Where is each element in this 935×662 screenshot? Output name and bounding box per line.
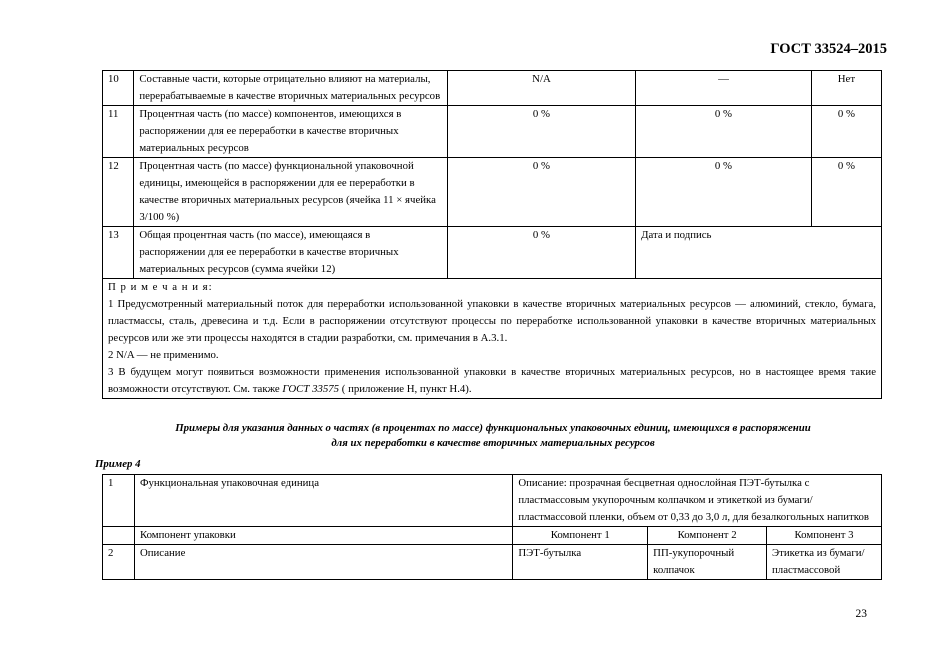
column-header: Компонент 1 bbox=[513, 527, 648, 545]
row-number: 1 bbox=[103, 475, 135, 527]
value-cell: 0 % bbox=[447, 106, 635, 158]
column-header: Компонент 3 bbox=[767, 527, 882, 545]
document-header: ГОСТ 33524–2015 bbox=[770, 41, 887, 57]
value-cell: 0 % bbox=[447, 227, 635, 279]
value-cell: — bbox=[636, 71, 812, 106]
note-3 bbox=[108, 364, 876, 398]
notes bbox=[103, 279, 882, 399]
value-cell: ПЭТ-бутылка bbox=[513, 545, 648, 580]
table-row bbox=[103, 106, 882, 158]
row-number: 2 bbox=[103, 545, 135, 580]
row-number: 13 bbox=[103, 227, 134, 279]
value-cell: 0 % bbox=[447, 158, 635, 227]
caption-line-2: для их переработки в качестве вторичных материальных ресурсов bbox=[331, 437, 655, 449]
value-cell: 0 % bbox=[636, 106, 812, 158]
value-cell: Этикетка из бумаги/пластмассовой bbox=[767, 545, 882, 580]
assessment-table bbox=[102, 70, 882, 399]
row-number: 10 bbox=[103, 71, 134, 106]
row-number: 11 bbox=[103, 106, 134, 158]
row-number bbox=[103, 527, 135, 545]
unit-description: Описание: прозрачная бесцветная однослойная ПЭТ-бутылка с пластмассовым укупорочным колпачком и этикеткой из бумаги/пластмассовой пленки, объем от 0,33 до 3,0 л, для безалкогольных напитков bbox=[513, 475, 882, 527]
row-label: Функциональная упаковочная единица bbox=[134, 475, 512, 527]
table-row bbox=[103, 475, 882, 527]
value-cell: Нет bbox=[811, 71, 881, 106]
notes-title: П р и м е ч а н и я: bbox=[108, 281, 213, 293]
column-header: Компонент 2 bbox=[648, 527, 767, 545]
example-table bbox=[102, 474, 882, 580]
note-2: 2 N/A — не применимо. bbox=[108, 349, 219, 361]
row-label: Описание bbox=[134, 545, 512, 580]
notes-row bbox=[103, 279, 882, 399]
row-description: Процентная часть (по массе) функциональной упаковочной единицы, имеющейся в распоряжении для ее переработки в качестве вторичных материальных ресурсов (ячейка 11 × ячейка 3/100 %) bbox=[134, 158, 447, 227]
table-row bbox=[103, 71, 882, 106]
examples-caption bbox=[98, 421, 888, 451]
row-label: Компонент упаковки bbox=[134, 527, 512, 545]
row-number: 12 bbox=[103, 158, 134, 227]
example-label: Пример 4 bbox=[95, 458, 141, 470]
row-description: Составные части, которые отрицательно влияют на материалы, перерабатываемые в качестве вторичных материальных ресурсов bbox=[134, 71, 447, 106]
value-cell: 0 % bbox=[636, 158, 812, 227]
value-cell: N/A bbox=[447, 71, 635, 106]
row-description: Процентная часть (по массе) компонентов, имеющихся в распоряжении для ее переработки в качестве вторичных материальных ресурсов bbox=[134, 106, 447, 158]
value-cell: ПП-укупорочный колпачок bbox=[648, 545, 767, 580]
standard-reference: ГОСТ 33575 bbox=[282, 383, 340, 395]
caption-line-1: Примеры для указания данных о частях (в процентах по массе) функциональных упаковочных единиц, имеющихся в распоряжении bbox=[175, 422, 811, 434]
table-row bbox=[103, 227, 882, 279]
note-3-text: 3 В будущем могут появиться возможности применения использованной упаковки в качестве вторичных материальных ресурсов, но в настоящее время такие возможности отсутствуют. См. также bbox=[108, 366, 876, 395]
table-row bbox=[103, 158, 882, 227]
table-row bbox=[103, 545, 882, 580]
table-row bbox=[103, 527, 882, 545]
value-cell: 0 % bbox=[811, 106, 881, 158]
note-3-tail: ( приложение Н, пункт Н.4). bbox=[341, 383, 472, 395]
signature-cell: Дата и подпись bbox=[636, 227, 882, 279]
value-cell: 0 % bbox=[811, 158, 881, 227]
note-1: 1 Предусмотренный материальный поток для переработки использованной упаковки в качестве вторичных материальных ресурсов — алюминий, стекло, бумага, пластмассы, сталь, древесина и т.д. Если в распоряжении отсутствуют процессы по переработке использованной упаковки в качестве вторичных материальных ресурсов или же эти процессы находятся в стадии разработки, см. примечания в А.3.1. bbox=[108, 298, 876, 344]
row-description: Общая процентная часть (по массе), имеющаяся в распоряжении для ее переработки в качестве вторичных материальных ресурсов (сумма ячейки 12) bbox=[134, 227, 447, 279]
page-number: 23 bbox=[855, 608, 867, 620]
